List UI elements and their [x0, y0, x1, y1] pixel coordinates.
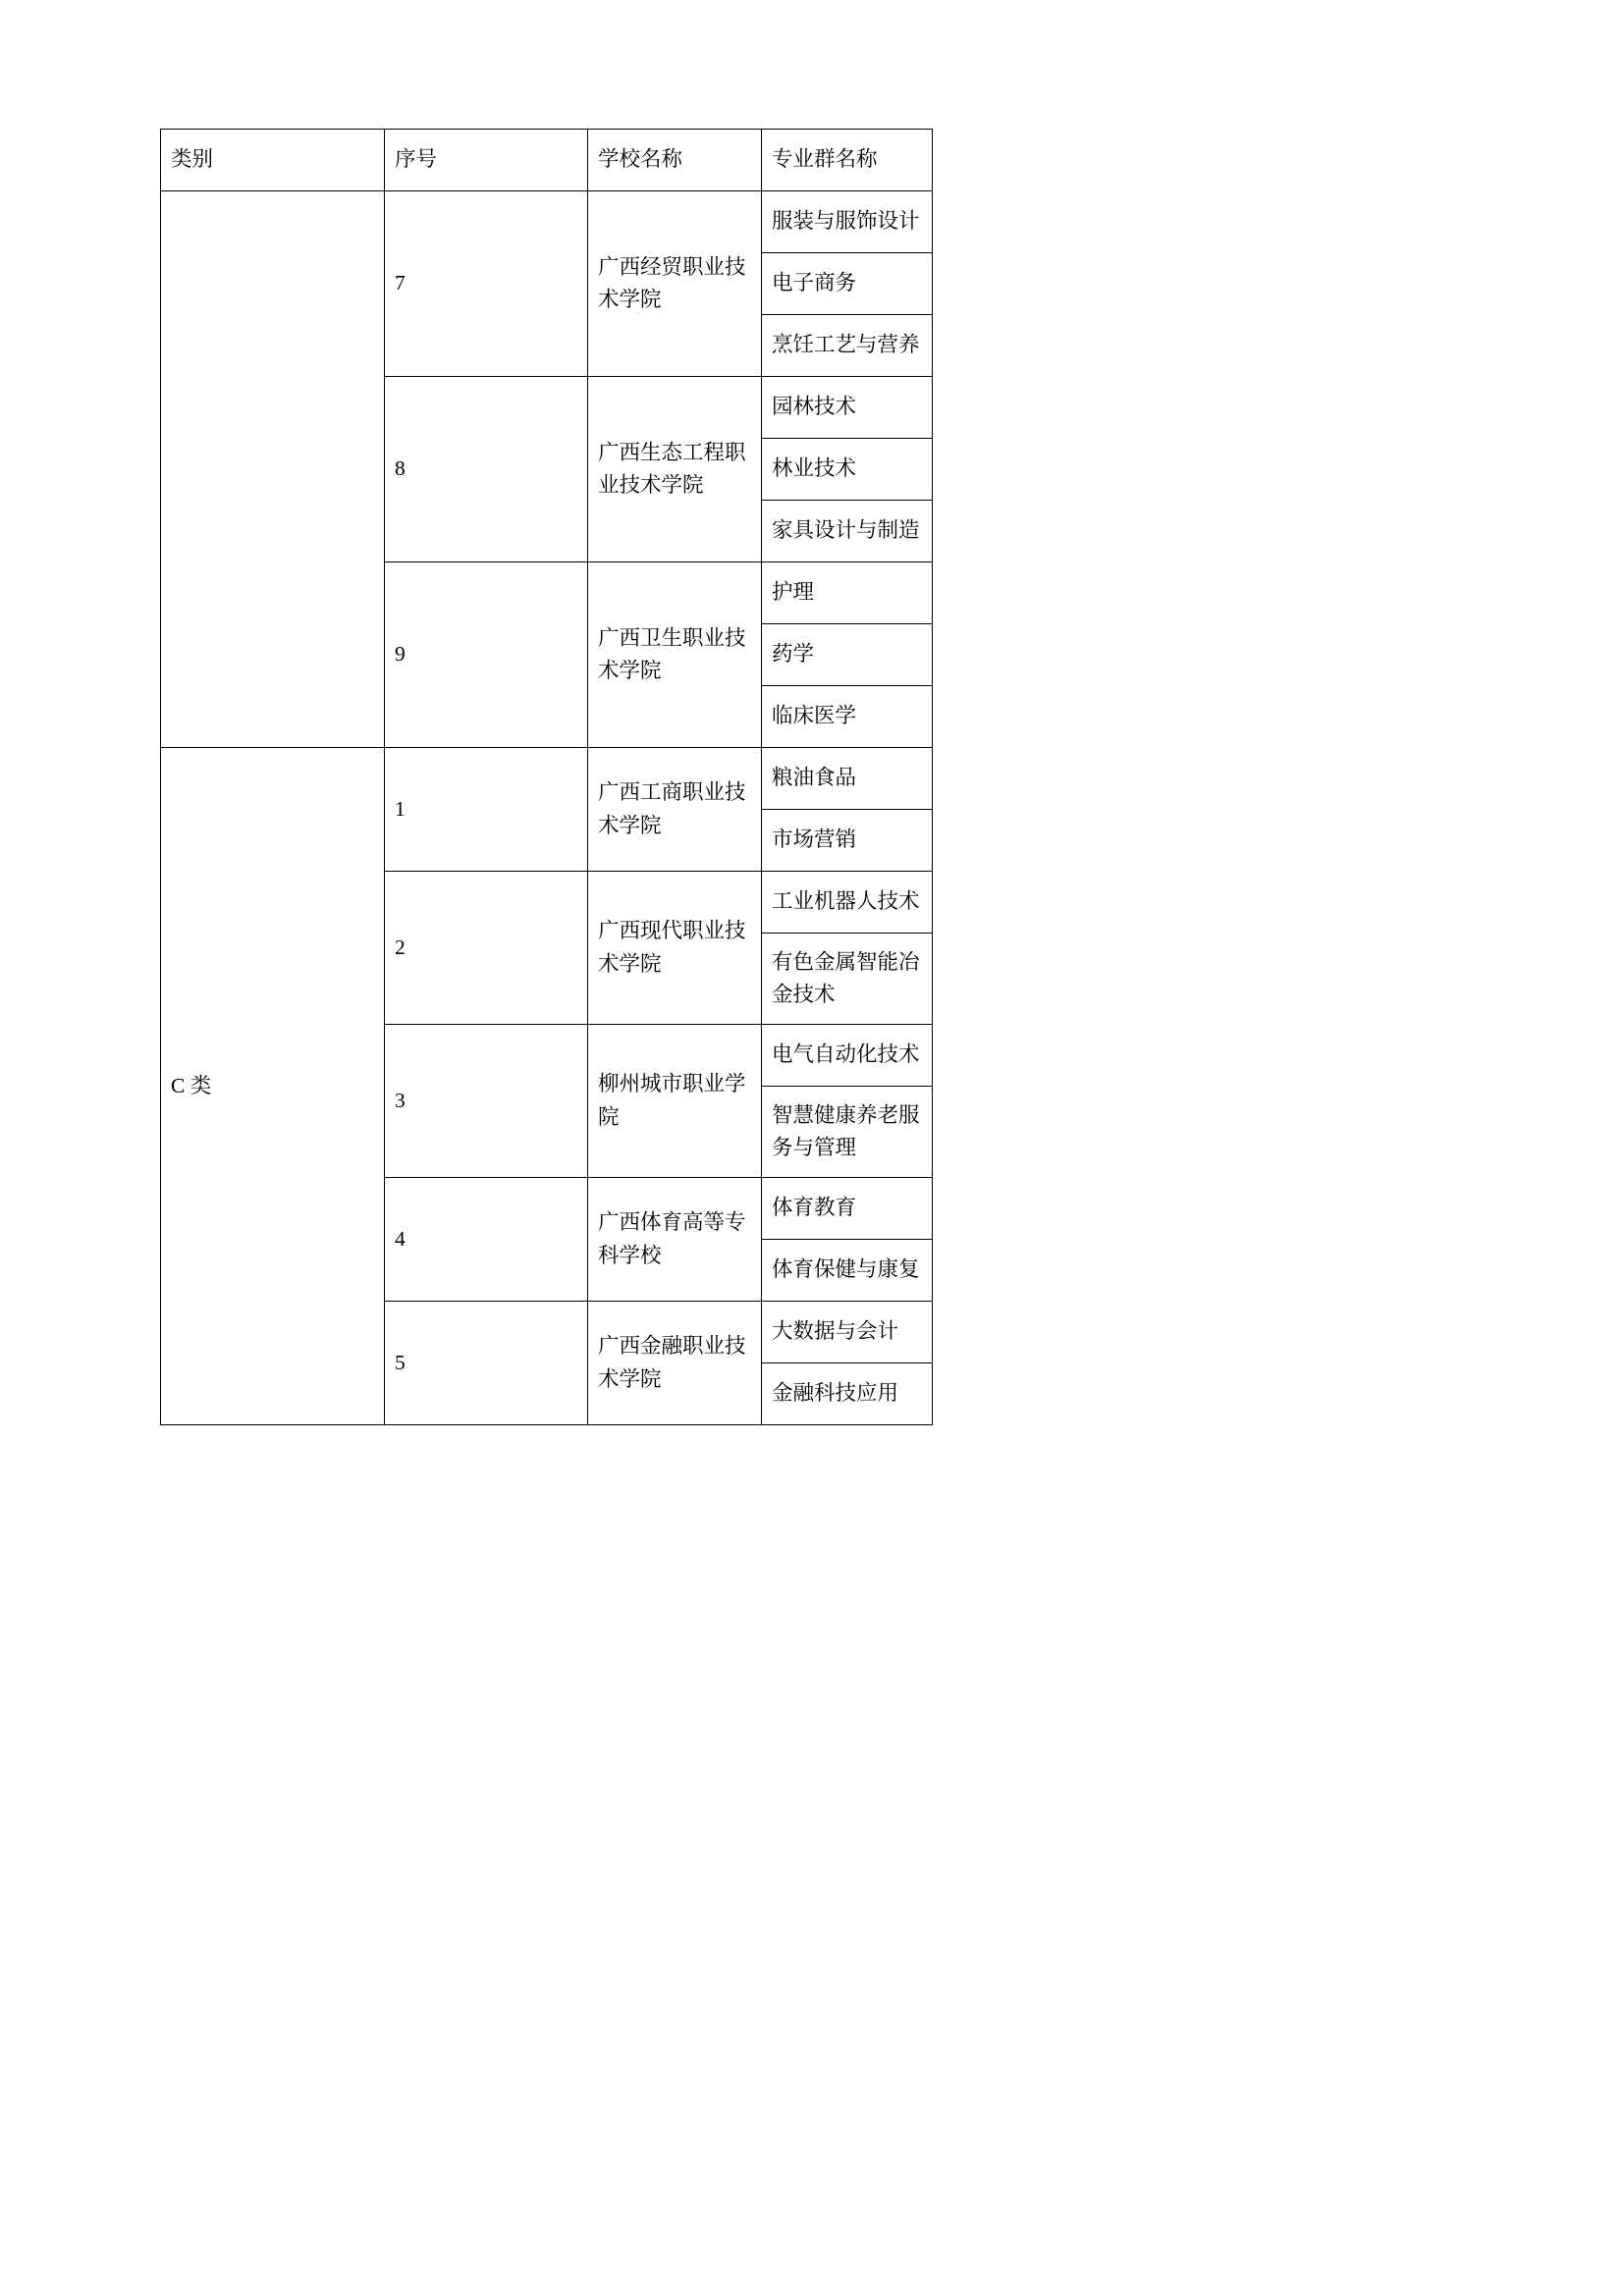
- group-cell: 体育保健与康复: [762, 1240, 933, 1302]
- header-index: 序号: [385, 130, 588, 191]
- index-cell: 4: [385, 1178, 588, 1302]
- school-cell: 广西卫生职业技术学院: [588, 562, 762, 748]
- header-school: 学校名称: [588, 130, 762, 191]
- school-cell: 广西体育高等专科学校: [588, 1178, 762, 1302]
- header-group: 专业群名称: [762, 130, 933, 191]
- group-cell: 电子商务: [762, 253, 933, 315]
- group-cell: 服装与服饰设计: [762, 191, 933, 253]
- group-cell: 电气自动化技术: [762, 1025, 933, 1087]
- group-cell: 临床医学: [762, 686, 933, 748]
- group-cell: 体育教育: [762, 1178, 933, 1240]
- group-cell: 护理: [762, 562, 933, 624]
- category-cell-c: C 类: [161, 748, 385, 1425]
- table-container: [160, 129, 932, 1425]
- school-cell: 广西现代职业技术学院: [588, 872, 762, 1025]
- group-cell: 林业技术: [762, 439, 933, 501]
- table-header-row: [161, 130, 933, 191]
- index-cell: 9: [385, 562, 588, 748]
- category-cell-continued: [161, 191, 385, 748]
- index-cell: 1: [385, 748, 588, 872]
- table-row: [161, 191, 933, 253]
- group-cell: 粮油食品: [762, 748, 933, 810]
- index-cell: 7: [385, 191, 588, 377]
- index-cell: 2: [385, 872, 588, 1025]
- group-cell: 药学: [762, 624, 933, 686]
- group-cell: 智慧健康养老服务与管理: [762, 1087, 933, 1178]
- school-cell: 广西生态工程职业技术学院: [588, 377, 762, 562]
- table-row: [161, 748, 933, 810]
- group-cell: 园林技术: [762, 377, 933, 439]
- group-cell: 有色金属智能冶金技术: [762, 934, 933, 1025]
- header-category: 类别: [161, 130, 385, 191]
- index-cell: 5: [385, 1302, 588, 1425]
- school-cell: 广西工商职业技术学院: [588, 748, 762, 872]
- group-cell: 工业机器人技术: [762, 872, 933, 934]
- group-cell: 家具设计与制造: [762, 501, 933, 562]
- group-cell: 金融科技应用: [762, 1363, 933, 1425]
- school-cell: 柳州城市职业学院: [588, 1025, 762, 1178]
- group-cell: 大数据与会计: [762, 1302, 933, 1363]
- majors-table: [160, 129, 933, 1425]
- group-cell: 市场营销: [762, 810, 933, 872]
- index-cell: 3: [385, 1025, 588, 1178]
- index-cell: 8: [385, 377, 588, 562]
- school-cell: 广西金融职业技术学院: [588, 1302, 762, 1425]
- group-cell: 烹饪工艺与营养: [762, 315, 933, 377]
- table-body: [161, 130, 933, 1425]
- school-cell: 广西经贸职业技术学院: [588, 191, 762, 377]
